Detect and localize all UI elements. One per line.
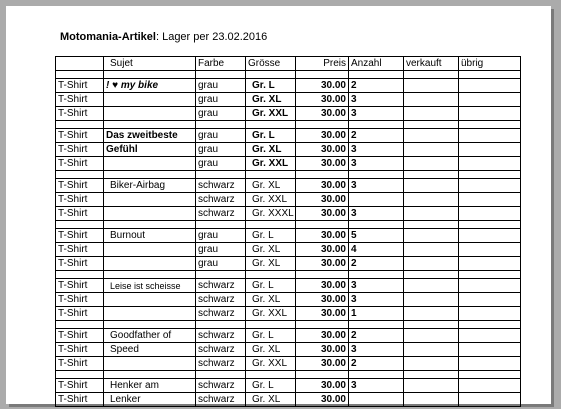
separator-cell [196,321,246,329]
cell-sujet: Leise ist scheisse [104,279,196,293]
cell-uebrig [459,243,521,257]
separator-cell [196,221,246,229]
separator-cell [56,271,104,279]
separator-cell [459,321,521,329]
cell-verkauft [404,129,459,143]
cell-farbe: schwarz [196,379,246,393]
cell-groesse: Gr. XL [246,143,296,157]
table-row [56,357,521,371]
group-separator-row [56,271,521,279]
cell-preis: 30.00 [296,257,349,271]
page-title [60,31,267,43]
cell-uebrig [459,379,521,393]
separator-cell [404,71,459,79]
table-row [56,179,521,193]
separator-cell [459,171,521,179]
cell-uebrig [459,343,521,357]
table-row [56,229,521,243]
cell-uebrig [459,107,521,121]
cell-preis: 30.00 [296,207,349,221]
separator-cell [56,221,104,229]
separator-cell [56,321,104,329]
group-separator-row [56,71,521,79]
table-row [56,379,521,393]
cell-artikel: T-Shirt [56,143,104,157]
cell-anzahl: 3 [349,293,404,307]
group-separator-row [56,321,521,329]
separator-cell [56,71,104,79]
cell-anzahl: 2 [349,129,404,143]
title-rest: : Lager per 23.02.2016 [155,31,268,43]
table-row [56,93,521,107]
header-cell-verkauft: verkauft [404,57,459,71]
cell-groesse: Gr. XXL [246,107,296,121]
cell-artikel: T-Shirt [56,379,104,393]
cell-farbe: schwarz [196,279,246,293]
cell-verkauft [404,79,459,93]
separator-cell [459,121,521,129]
cell-groesse: Gr. XXXL [246,207,296,221]
separator-cell [404,371,459,379]
cell-anzahl: 4 [349,243,404,257]
cell-sujet [104,93,196,107]
cell-verkauft [404,93,459,107]
cell-anzahl: 2 [349,79,404,93]
cell-farbe: schwarz [196,179,246,193]
cell-artikel: T-Shirt [56,357,104,371]
separator-cell [104,171,196,179]
cell-verkauft [404,357,459,371]
table-row [56,257,521,271]
cell-preis: 30.00 [296,343,349,357]
header-cell-sujet: Sujet [104,57,196,71]
cell-verkauft [404,393,459,407]
cell-artikel: T-Shirt [56,193,104,207]
separator-cell [459,371,521,379]
cell-groesse: Gr. L [246,129,296,143]
cell-anzahl: 1 [349,307,404,321]
separator-cell [196,121,246,129]
cell-farbe: schwarz [196,307,246,321]
cell-sujet: Biker-Airbag [104,179,196,193]
cell-artikel: T-Shirt [56,343,104,357]
cell-preis: 30.00 [296,293,349,307]
cell-farbe: schwarz [196,329,246,343]
cell-anzahl: 3 [349,143,404,157]
separator-cell [459,271,521,279]
table-row [56,143,521,157]
cell-uebrig [459,393,521,407]
cell-verkauft [404,207,459,221]
cell-uebrig [459,157,521,171]
cell-anzahl: 3 [349,343,404,357]
separator-cell [104,221,196,229]
cell-sujet: Goodfather of [104,329,196,343]
cell-groesse: Gr. L [246,279,296,293]
cell-farbe: schwarz [196,293,246,307]
cell-anzahl [349,393,404,407]
cell-farbe: grau [196,143,246,157]
separator-cell [349,121,404,129]
cell-groesse: Gr. XL [246,393,296,407]
header-cell-anzahl: Anzahl [349,57,404,71]
cell-uebrig [459,279,521,293]
document-page [6,6,551,404]
cell-uebrig [459,143,521,157]
cell-groesse: Gr. XXL [246,157,296,171]
cell-groesse: Gr. L [246,379,296,393]
cell-preis: 30.00 [296,157,349,171]
cell-verkauft [404,329,459,343]
cell-anzahl: 2 [349,329,404,343]
table-row [56,243,521,257]
separator-cell [246,171,296,179]
cell-anzahl: 3 [349,179,404,193]
cell-artikel: T-Shirt [56,307,104,321]
cell-verkauft [404,343,459,357]
cell-sujet [104,107,196,121]
separator-cell [349,321,404,329]
cell-artikel: T-Shirt [56,329,104,343]
cell-farbe: grau [196,257,246,271]
cell-farbe: grau [196,93,246,107]
cell-farbe: grau [196,79,246,93]
cell-sujet [104,193,196,207]
cell-sujet [104,257,196,271]
header-cell-uebrig: übrig [459,57,521,71]
group-separator-row [56,171,521,179]
cell-uebrig [459,293,521,307]
cell-artikel: T-Shirt [56,279,104,293]
cell-uebrig [459,357,521,371]
cell-groesse: Gr. XL [246,179,296,193]
separator-cell [296,71,349,79]
cell-preis: 30.00 [296,107,349,121]
cell-farbe: schwarz [196,343,246,357]
cell-artikel: T-Shirt [56,243,104,257]
table-row [56,393,521,407]
cell-groesse: Gr. XL [246,343,296,357]
cell-preis: 30.00 [296,229,349,243]
separator-cell [104,271,196,279]
cell-verkauft [404,193,459,207]
cell-anzahl: 2 [349,357,404,371]
cell-sujet: Burnout [104,229,196,243]
cell-farbe: grau [196,157,246,171]
cell-uebrig [459,79,521,93]
cell-verkauft [404,107,459,121]
separator-cell [296,171,349,179]
cell-anzahl [349,193,404,207]
cell-preis: 30.00 [296,393,349,407]
cell-groesse: Gr. L [246,229,296,243]
cell-farbe: schwarz [196,193,246,207]
separator-cell [56,171,104,179]
separator-cell [104,121,196,129]
cell-artikel: T-Shirt [56,229,104,243]
cell-sujet: Das zweitbeste [104,129,196,143]
table-row [56,293,521,307]
cell-artikel: T-Shirt [56,179,104,193]
separator-cell [246,321,296,329]
separator-cell [56,121,104,129]
cell-sujet: Gefühl [104,143,196,157]
separator-cell [246,221,296,229]
table-row [56,79,521,93]
cell-artikel: T-Shirt [56,257,104,271]
cell-uebrig [459,93,521,107]
separator-cell [104,371,196,379]
separator-cell [404,121,459,129]
cell-artikel: T-Shirt [56,79,104,93]
separator-cell [459,221,521,229]
separator-cell [104,321,196,329]
cell-sujet [104,157,196,171]
cell-uebrig [459,229,521,243]
separator-cell [196,71,246,79]
header-cell-farbe: Farbe [196,57,246,71]
table-row [56,129,521,143]
cell-anzahl: 3 [349,93,404,107]
table-row [56,193,521,207]
cell-sujet [104,307,196,321]
separator-cell [404,271,459,279]
cell-sujet [104,207,196,221]
cell-sujet [104,293,196,307]
cell-groesse: Gr. XL [246,243,296,257]
cell-preis: 30.00 [296,93,349,107]
separator-cell [296,121,349,129]
separator-cell [404,321,459,329]
cell-preis: 30.00 [296,143,349,157]
cell-groesse: Gr. XL [246,257,296,271]
cell-farbe: grau [196,229,246,243]
header-cell-artikel [56,57,104,71]
cell-anzahl: 3 [349,207,404,221]
cell-uebrig [459,207,521,221]
separator-cell [404,221,459,229]
cell-farbe: schwarz [196,393,246,407]
separator-cell [296,321,349,329]
cell-preis: 30.00 [296,193,349,207]
cell-anzahl: 3 [349,379,404,393]
cell-groesse: Gr. XXL [246,307,296,321]
cell-preis: 30.00 [296,329,349,343]
table-row [56,157,521,171]
cell-preis: 30.00 [296,357,349,371]
cell-verkauft [404,229,459,243]
separator-cell [246,371,296,379]
separator-cell [196,171,246,179]
cell-uebrig [459,129,521,143]
cell-sujet [104,357,196,371]
cell-preis: 30.00 [296,279,349,293]
cell-verkauft [404,257,459,271]
cell-verkauft [404,293,459,307]
cell-sujet [104,243,196,257]
cell-anzahl: 3 [349,157,404,171]
cell-anzahl: 5 [349,229,404,243]
title-bold: Motomania-Artikel [60,31,156,43]
group-separator-row [56,371,521,379]
cell-farbe: grau [196,243,246,257]
separator-cell [349,271,404,279]
table-row [56,107,521,121]
separator-cell [404,171,459,179]
separator-cell [296,271,349,279]
separator-cell [246,271,296,279]
cell-uebrig [459,329,521,343]
cell-groesse: Gr. XXL [246,357,296,371]
cell-anzahl: 3 [349,107,404,121]
cell-verkauft [404,307,459,321]
cell-groesse: Gr. XL [246,93,296,107]
separator-cell [246,71,296,79]
cell-verkauft [404,379,459,393]
cell-artikel: T-Shirt [56,393,104,407]
cell-groesse: Gr. L [246,79,296,93]
cell-artikel: T-Shirt [56,93,104,107]
cell-artikel: T-Shirt [56,107,104,121]
cell-uebrig [459,179,521,193]
header-cell-groesse: Grösse [246,57,296,71]
cell-verkauft [404,157,459,171]
cell-sujet: Lenker [104,393,196,407]
cell-preis: 30.00 [296,79,349,93]
cell-sujet: Speed [104,343,196,357]
cell-farbe: grau [196,129,246,143]
group-separator-row [56,121,521,129]
group-separator-row [56,221,521,229]
cell-anzahl: 3 [349,279,404,293]
cell-preis: 30.00 [296,179,349,193]
cell-preis: 30.00 [296,307,349,321]
table-row [56,343,521,357]
cell-preis: 30.00 [296,379,349,393]
table-row [56,279,521,293]
cell-uebrig [459,257,521,271]
cell-artikel: T-Shirt [56,129,104,143]
cell-uebrig [459,193,521,207]
cell-artikel: T-Shirt [56,207,104,221]
cell-farbe: schwarz [196,207,246,221]
cell-verkauft [404,179,459,193]
cell-uebrig [459,307,521,321]
separator-cell [349,221,404,229]
cell-artikel: T-Shirt [56,293,104,307]
separator-cell [459,71,521,79]
separator-cell [104,71,196,79]
cell-farbe: schwarz [196,357,246,371]
inventory-table [55,56,521,407]
separator-cell [296,221,349,229]
separator-cell [246,121,296,129]
cell-verkauft [404,143,459,157]
cell-anzahl: 2 [349,257,404,271]
cell-groesse: Gr. XXL [246,193,296,207]
cell-verkauft [404,279,459,293]
separator-cell [196,271,246,279]
cell-sujet: ! ♥ my bike [104,79,196,93]
table-row [56,307,521,321]
table-header-row [56,57,521,71]
cell-groesse: Gr. L [246,329,296,343]
cell-artikel: T-Shirt [56,157,104,171]
cell-preis: 30.00 [296,243,349,257]
cell-preis: 30.00 [296,129,349,143]
separator-cell [349,171,404,179]
separator-cell [56,371,104,379]
table-row [56,207,521,221]
separator-cell [349,71,404,79]
cell-farbe: grau [196,107,246,121]
cell-verkauft [404,243,459,257]
separator-cell [349,371,404,379]
separator-cell [296,371,349,379]
cell-groesse: Gr. XL [246,293,296,307]
header-cell-preis: Preis [296,57,349,71]
cell-sujet: Henker am [104,379,196,393]
separator-cell [196,371,246,379]
table-row [56,329,521,343]
